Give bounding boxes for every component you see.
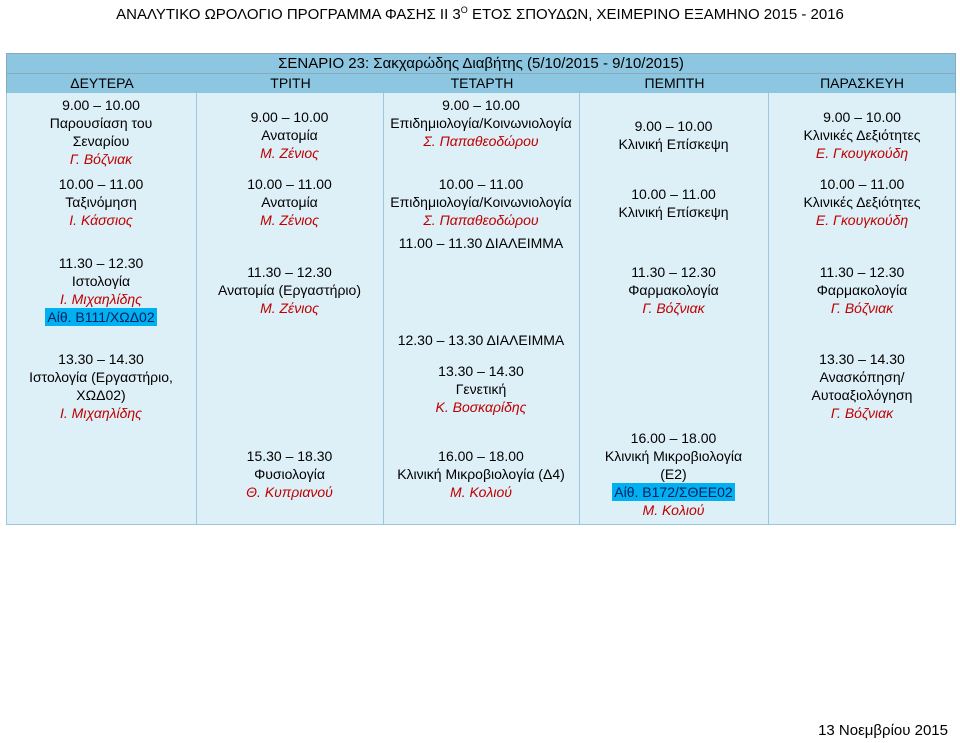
slot-subject: Ανατομία — [261, 127, 318, 143]
thursday-slot-3 — [579, 263, 768, 317]
slot-time: 9.00 – 10.00 — [823, 109, 901, 125]
room-badge: Αίθ. Β172/ΣΘΕΕ02 — [614, 484, 733, 500]
slot-subject: Παρουσίαση του Σεναρίου — [49, 115, 153, 149]
slot-time: 11.30 – 12.30 — [58, 255, 144, 271]
slot-lecturer: Γ. Βόζνιακ — [830, 405, 894, 421]
friday-slot-4 — [768, 350, 956, 422]
slot-subject: Ανασκόπηση/ Αυτοαξιολόγηση — [811, 369, 913, 403]
page-title — [0, 5, 960, 23]
slot-time: 11.30 – 12.30 — [819, 264, 905, 280]
slot-time: 10.00 – 11.00 — [819, 176, 905, 192]
tuesday-slot-3 — [196, 263, 383, 317]
slot-time: 13.30 – 14.30 — [58, 351, 144, 367]
thursday-slot-4 — [579, 429, 768, 519]
slot-lecturer: Μ. Ζένιος — [260, 145, 319, 161]
slot-lecturer: Σ. Παπαθεοδώρου — [423, 133, 539, 149]
friday-slot-2 — [768, 175, 956, 229]
monday-slot-1 — [6, 96, 196, 168]
slot-lecturer: Γ. Βόζνιακ — [69, 151, 133, 167]
slot-time: 11.30 – 12.30 — [631, 264, 716, 280]
slot-time: 16.00 – 18.00 — [438, 448, 524, 464]
slot-lecturer: Ε. Γκουγκούδη — [815, 145, 909, 161]
tuesday-slot-4 — [196, 447, 383, 501]
slot-time: 10.00 – 11.00 — [247, 176, 332, 192]
day-friday: ΠΑΡΑΣΚΕΥΗ — [820, 75, 904, 91]
day-tuesday: ΤΡΙΤΗ — [270, 75, 311, 91]
slot-lecturer: Ι. Μιχαηλίδης — [60, 291, 142, 307]
thursday-slot-1 — [579, 117, 768, 153]
day-monday: ΔΕΥΤΕΡΑ — [70, 75, 134, 91]
slot-lecturer: Γ. Βόζνιακ — [830, 300, 894, 316]
slot-time: 10.00 – 11.00 — [58, 176, 144, 192]
slot-subject: Κλινικές Δεξιότητες — [803, 127, 921, 143]
slot-subject-line2: (Ε2) — [660, 466, 687, 482]
monday-slot-2 — [6, 175, 196, 229]
slot-lecturer: Θ. Κυπριανού — [246, 484, 333, 500]
slot-time: 10.00 – 11.00 — [631, 186, 716, 202]
monday-slot-3 — [6, 254, 196, 326]
slot-subject: Κλινική Μικροβιολογία (Δ4) — [397, 466, 565, 482]
slot-subject: Ανατομία (Εργαστήριο) — [218, 282, 361, 298]
wednesday-slot-1 — [383, 96, 579, 150]
day-thursday: ΠΕΜΠΤΗ — [644, 75, 705, 91]
slot-time: 15.30 – 18.30 — [246, 448, 333, 464]
slot-subject: Φαρμακολογία — [628, 282, 719, 298]
slot-time: 13.30 – 14.30 — [438, 363, 524, 379]
scenario-header: ΣΕΝΑΡΙΟ 23: Σακχαρώδης Διαβήτης (5/10/2015 - 9/10/2015) — [6, 53, 956, 74]
slot-lecturer: Μ. Κολιού — [450, 484, 512, 500]
slot-subject: Κλινικές Δεξιότητες — [803, 194, 921, 210]
slot-lecturer: Μ. Ζένιος — [260, 300, 319, 316]
slot-time: 13.30 – 14.30 — [819, 351, 905, 367]
title-main: ΑΝΑΛΥΤΙΚΟ ΩΡΟΛΟΓΙΟ ΠΡΟΓΡΑΜΜΑ ΦΑΣΗΣ ΙΙ 3 — [116, 6, 461, 23]
slot-subject: Κλινική Επίσκεψη — [618, 204, 729, 220]
slot-subject: Ταξινόμηση — [65, 194, 137, 210]
break-label: 12.30 – 13.30 ΔΙΑΛΕΙΜΜΑ — [397, 332, 565, 348]
footer-date: 13 Νοεμβρίου 2015 — [818, 722, 948, 739]
slot-time: 9.00 – 10.00 — [250, 109, 329, 125]
break-label: 11.00 – 11.30 ΔΙΑΛΕΙΜΜΑ — [398, 235, 564, 251]
slot-subject: Ιστολογία — [71, 273, 131, 289]
slot-subject: Επιδημιολογία/Κοινωνιολογία — [390, 115, 572, 131]
slot-subject: Κλινική Μικροβιολογία — [604, 448, 743, 464]
friday-slot-3 — [768, 263, 956, 317]
day-wednesday: ΤΕΤΑΡΤΗ — [450, 75, 514, 91]
title-superscript: Ο — [460, 5, 468, 15]
slot-time: 9.00 – 10.00 — [62, 97, 140, 113]
slot-time: 16.00 – 18.00 — [630, 430, 717, 446]
slot-lecturer: Γ. Βόζνιακ — [642, 300, 705, 316]
slot-subject: Φαρμακολογία — [816, 282, 908, 298]
tuesday-slot-2 — [196, 175, 383, 229]
slot-lecturer: Κ. Βοσκαρίδης — [435, 399, 527, 415]
slot-time: 9.00 – 10.00 — [634, 118, 713, 134]
wednesday-slot-3 — [383, 362, 579, 416]
slot-subject: Επιδημιολογία/Κοινωνιολογία — [390, 194, 572, 210]
slot-lecturer: Μ. Ζένιος — [260, 212, 319, 228]
slot-subject: Γενετική — [455, 381, 507, 397]
tuesday-slot-1 — [196, 108, 383, 162]
wednesday-slot-2 — [383, 175, 579, 229]
thursday-slot-2 — [579, 185, 768, 221]
days-header — [6, 74, 956, 93]
slot-lecturer: Ι. Μιχαηλίδης — [60, 405, 142, 421]
friday-slot-1 — [768, 108, 956, 162]
wednesday-slot-4 — [383, 447, 579, 501]
slot-subject: Ιστολογία (Εργαστήριο, ΧΩΔ02) — [29, 369, 173, 403]
slot-time: 11.30 – 12.30 — [247, 264, 332, 280]
monday-slot-4 — [6, 350, 196, 422]
title-rest: ΕΤΟΣ ΣΠΟΥΔΩΝ, ΧΕΙΜΕΡΙΝΟ ΕΞΑΜΗΝΟ 2015 - 2016 — [467, 6, 844, 23]
slot-lecturer: Ε. Γκουγκούδη — [815, 212, 909, 228]
slot-lecturer: Σ. Παπαθεοδώρου — [423, 212, 539, 228]
slot-time: 9.00 – 10.00 — [442, 97, 520, 113]
slot-lecturer: Μ. Κολιού — [642, 502, 705, 518]
slot-lecturer: Ι. Κάσσιος — [69, 212, 133, 228]
room-badge: Αίθ. Β111/ΧΩΔ02 — [47, 309, 155, 325]
slot-subject: Ανατομία — [261, 194, 318, 210]
slot-subject: Κλινική Επίσκεψη — [618, 136, 729, 152]
slot-subject: Φυσιολογία — [254, 466, 325, 482]
slot-time: 10.00 – 11.00 — [438, 176, 524, 192]
